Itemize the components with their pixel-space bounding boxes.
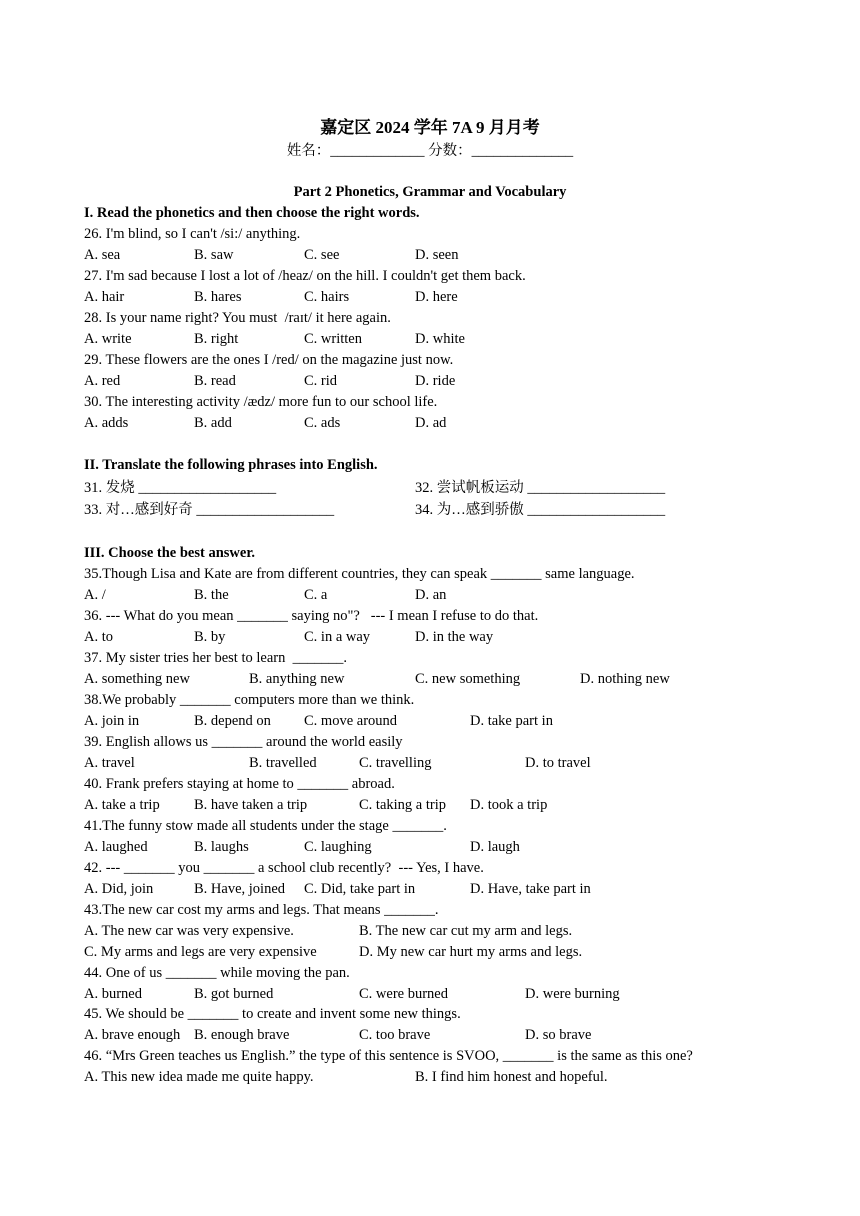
q42-option-c: C. Did, take part in bbox=[304, 881, 416, 897]
question-45: 45. We should be _______ to create and invent some new things. bbox=[84, 1006, 461, 1022]
q36-option-a: A. to bbox=[84, 629, 113, 645]
q38-option-b: B. depend on bbox=[194, 713, 271, 729]
q39-option-d: D. to travel bbox=[525, 755, 591, 771]
question-26: 26. I'm blind, so I can't /si:/ anything. bbox=[84, 226, 301, 242]
q41-option-b: B. laughs bbox=[194, 839, 249, 855]
q26-option-d: D. seen bbox=[415, 247, 459, 263]
q43-option-b: B. The new car cut my arm and legs. bbox=[359, 923, 573, 939]
question-28: 28. Is your name right? You must /raɪt/ it here again. bbox=[84, 310, 391, 326]
question-34: 34. 为…感到骄傲 ___________________ bbox=[415, 502, 666, 518]
question-40: 40. Frank prefers staying at home to _______ abroad. bbox=[84, 776, 395, 792]
question-43: 43.The new car cost my arms and legs. That means _______. bbox=[84, 902, 439, 918]
q35-option-c: C. a bbox=[304, 587, 328, 603]
q27-option-c: C. hairs bbox=[304, 289, 350, 305]
q35-option-a: A. / bbox=[84, 587, 106, 603]
q41-option-c: C. laughing bbox=[304, 839, 372, 855]
page-title: 嘉定区 2024 学年 7A 9 月月考 bbox=[320, 118, 540, 137]
q37-option-a: A. something new bbox=[84, 671, 190, 687]
q30-option-d: D. ad bbox=[415, 415, 447, 431]
q46-option-a: A. This new idea made me quite happy. bbox=[84, 1069, 314, 1085]
q41-option-d: D. laugh bbox=[470, 839, 520, 855]
q44-option-b: B. got burned bbox=[194, 986, 274, 1002]
q29-option-b: B. read bbox=[194, 373, 236, 389]
q35-option-b: B. the bbox=[194, 587, 229, 603]
q27-option-d: D. here bbox=[415, 289, 458, 305]
question-36: 36. --- What do you mean _______ saying no"? --- I mean I refuse to do that. bbox=[84, 608, 539, 624]
q39-option-a: A. travel bbox=[84, 755, 135, 771]
question-29: 29. These flowers are the ones I /red/ on the magazine just now. bbox=[84, 352, 454, 368]
q26-option-a: A. sea bbox=[84, 247, 121, 263]
q42-option-a: A. Did, join bbox=[84, 881, 154, 897]
q30-option-a: A. adds bbox=[84, 415, 129, 431]
q27-option-b: B. hares bbox=[194, 289, 242, 305]
question-37: 37. My sister tries her best to learn _______. bbox=[84, 650, 347, 666]
q28-option-d: D. white bbox=[415, 331, 465, 347]
q29-option-c: C. rid bbox=[304, 373, 338, 389]
question-39: 39. English allows us _______ around the world easily bbox=[84, 734, 403, 750]
q36-option-b: B. by bbox=[194, 629, 226, 645]
q40-option-d: D. took a trip bbox=[470, 797, 548, 813]
q28-option-a: A. write bbox=[84, 331, 132, 347]
question-38: 38.We probably _______ computers more than we think. bbox=[84, 692, 415, 708]
q45-option-a: A. brave enough bbox=[84, 1027, 181, 1043]
q43-option-a: A. The new car was very expensive. bbox=[84, 923, 294, 939]
q41-option-a: A. laughed bbox=[84, 839, 148, 855]
question-33: 33. 对…感到好奇 ___________________ bbox=[84, 502, 335, 518]
question-42: 42. --- _______ you _______ a school club recently? --- Yes, I have. bbox=[84, 860, 484, 876]
q30-option-c: C. ads bbox=[304, 415, 341, 431]
question-30: 30. The interesting activity /ædz/ more fun to our school life. bbox=[84, 394, 438, 410]
q44-option-c: C. were burned bbox=[359, 986, 448, 1002]
q29-option-d: D. ride bbox=[415, 373, 456, 389]
question-41: 41.The funny stow made all students under the stage _______. bbox=[84, 818, 447, 834]
q27-option-a: A. hair bbox=[84, 289, 125, 305]
q38-option-c: C. move around bbox=[304, 713, 398, 729]
q35-option-d: D. an bbox=[415, 587, 447, 603]
q40-option-b: B. have taken a trip bbox=[194, 797, 308, 813]
question-35: 35.Though Lisa and Kate are from different countries, they can speak _______ same language. bbox=[84, 566, 635, 582]
q45-option-b: B. enough brave bbox=[194, 1027, 290, 1043]
question-44: 44. One of us _______ while moving the pan. bbox=[84, 965, 350, 981]
q36-option-d: D. in the way bbox=[415, 629, 494, 645]
q36-option-c: C. in a way bbox=[304, 629, 371, 645]
q37-option-c: C. new something bbox=[415, 671, 521, 687]
q26-option-b: B. saw bbox=[194, 247, 234, 263]
section-3-heading: III. Choose the best answer. bbox=[84, 545, 256, 561]
q46-option-b: B. I find him honest and hopeful. bbox=[415, 1069, 608, 1085]
q44-option-d: D. were burning bbox=[525, 986, 620, 1002]
q40-option-c: C. taking a trip bbox=[359, 797, 446, 813]
q37-option-b: B. anything new bbox=[249, 671, 345, 687]
q44-option-a: A. burned bbox=[84, 986, 142, 1002]
q28-option-c: C. written bbox=[304, 331, 362, 347]
section-2-heading: II. Translate the following phrases into English. bbox=[84, 457, 378, 473]
q42-option-d: D. Have, take part in bbox=[470, 881, 591, 897]
q43-option-d: D. My new car hurt my arms and legs. bbox=[359, 944, 583, 960]
name-score-line: 姓名：_____________ 分数：______________ bbox=[286, 143, 574, 159]
q42-option-b: B. Have, joined bbox=[194, 881, 286, 897]
q37-option-d: D. nothing new bbox=[580, 671, 670, 687]
q30-option-b: B. add bbox=[194, 415, 232, 431]
question-32: 32. 尝试帆板运动 ___________________ bbox=[415, 480, 666, 496]
q29-option-a: A. red bbox=[84, 373, 121, 389]
question-46: 46. “Mrs Green teaches us English.” the type of this sentence is SVOO, _______ is the same as this one? bbox=[84, 1048, 693, 1064]
q39-option-c: C. travelling bbox=[359, 755, 432, 771]
q40-option-a: A. take a trip bbox=[84, 797, 160, 813]
q26-option-c: C. see bbox=[304, 247, 340, 263]
section-1-heading: I. Read the phonetics and then choose the right words. bbox=[84, 205, 420, 221]
q43-option-c: C. My arms and legs are very expensive bbox=[84, 944, 317, 960]
part-title: Part 2 Phonetics, Grammar and Vocabulary bbox=[293, 184, 567, 200]
q28-option-b: B. right bbox=[194, 331, 239, 347]
q45-option-c: C. too brave bbox=[359, 1027, 431, 1043]
question-27: 27. I'm sad because I lost a lot of /heaz/ on the hill. I couldn't get them back. bbox=[84, 268, 526, 284]
question-31: 31. 发烧 ___________________ bbox=[84, 480, 277, 496]
q45-option-d: D. so brave bbox=[525, 1027, 592, 1043]
q39-option-b: B. travelled bbox=[249, 755, 317, 771]
q38-option-d: D. take part in bbox=[470, 713, 553, 729]
q38-option-a: A. join in bbox=[84, 713, 140, 729]
